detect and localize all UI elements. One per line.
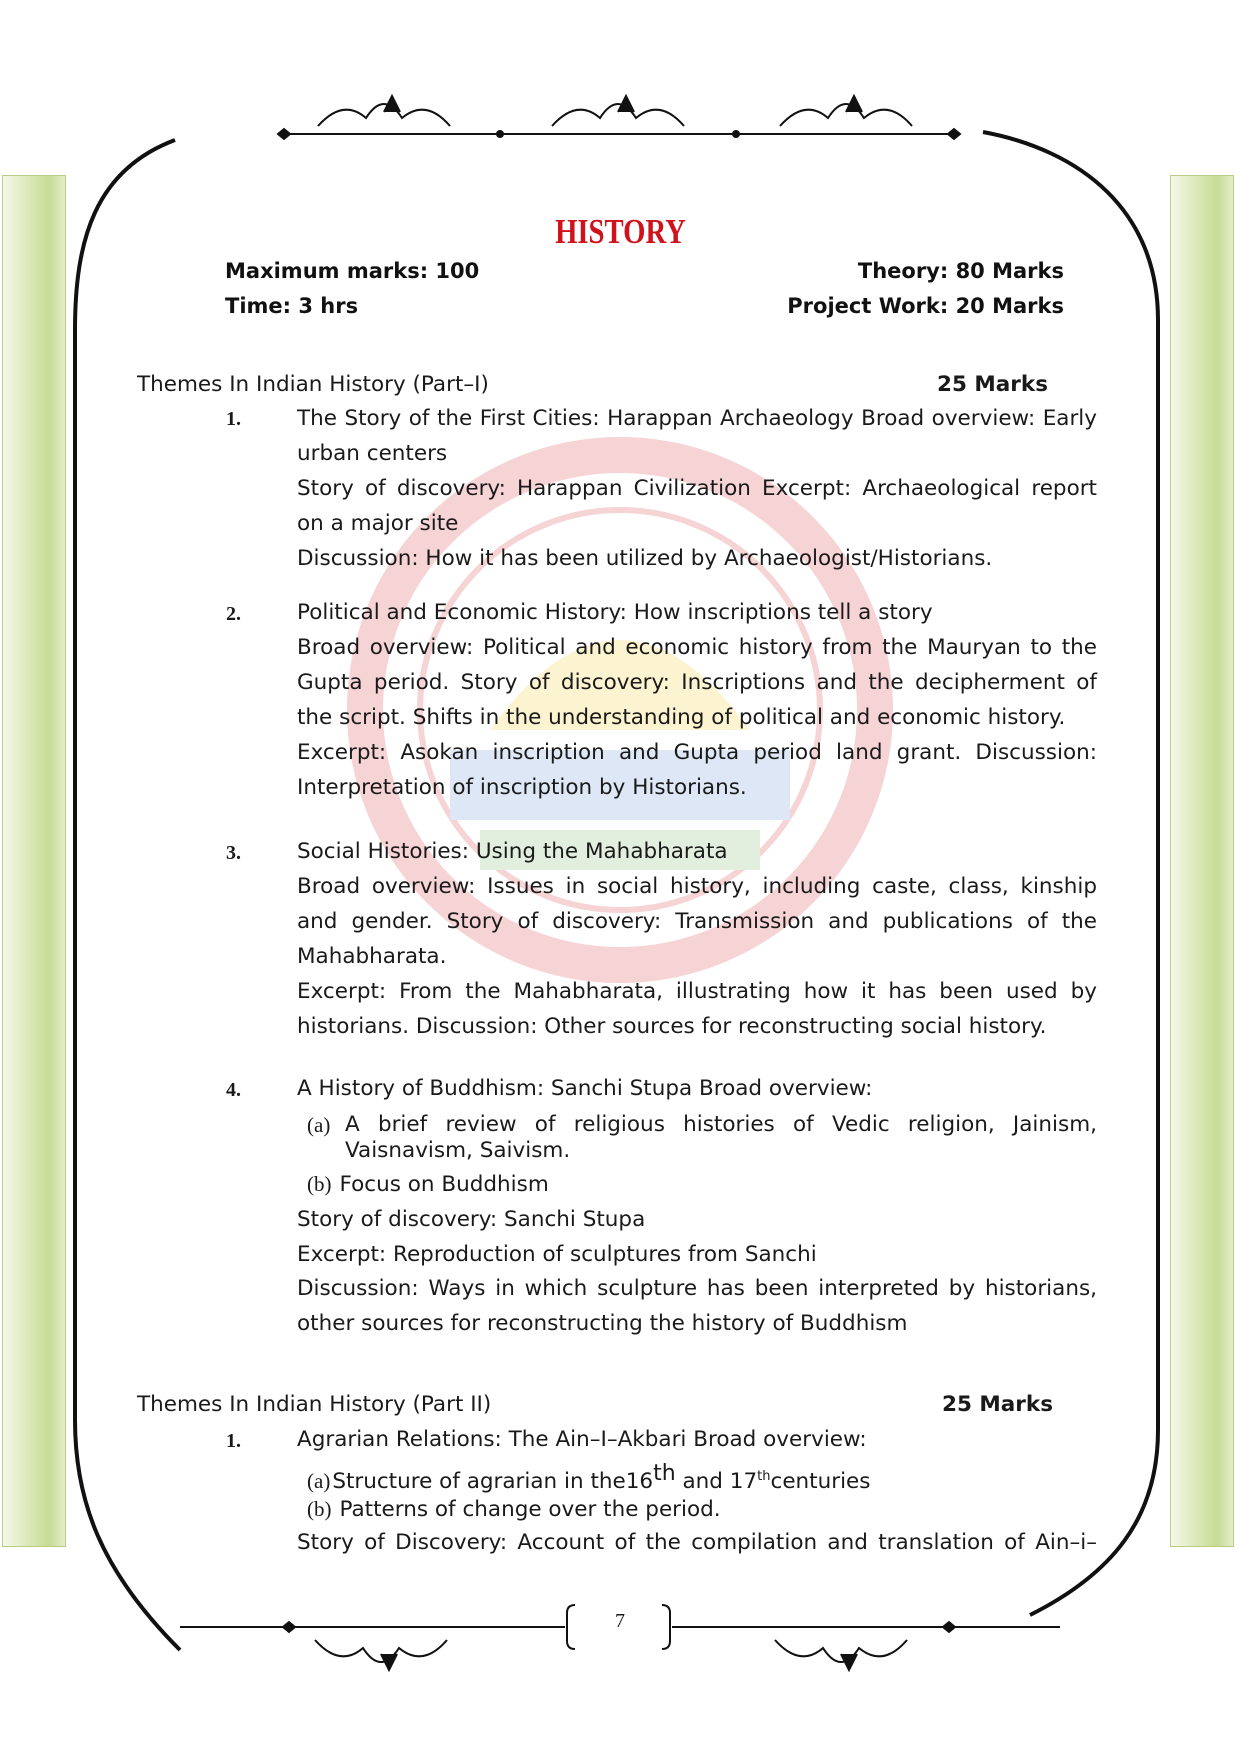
item-number: 4. (226, 1079, 241, 1101)
sub-item-text: Focus on Buddhism (339, 1172, 549, 1197)
sub-item-b (307, 1172, 549, 1197)
project-marks: Project Work: 20 Marks (787, 294, 1064, 318)
sub-item-label: (a) (307, 1469, 331, 1494)
theory-marks: Theory: 80 Marks (857, 259, 1064, 283)
sub-item-b (307, 1497, 721, 1522)
item-number: 1. (226, 408, 241, 430)
item-title: Agrarian Relations: The Ain–I–Akbari Broad overview: (297, 1427, 867, 1452)
part1-heading: Themes In Indian History (Part–I) (137, 372, 489, 397)
sub-item-label: (b) (307, 1172, 332, 1196)
sub-item-label: (b) (307, 1497, 332, 1521)
item-paragraph: Broad overview: Issues in social history, including caste, class, kinship and gender. Story of discovery: Transmission and publications of the Mahabharata. (297, 874, 1097, 969)
item-paragraph: The Story of the First Cities: Harappan Archaeology Broad overview: Early urban centers (297, 406, 1097, 466)
page-number: 7 (615, 1610, 625, 1632)
item-title: A History of Buddhism: Sanchi Stupa Broad overview: (297, 1076, 873, 1101)
part2-marks: 25 Marks (942, 1392, 1054, 1417)
page-title: HISTORY (555, 212, 686, 251)
sub-item-label: (a) (307, 1113, 331, 1137)
sub-item-text: and 17 (675, 1469, 758, 1495)
item-paragraph: Broad overview: Political and economic history from the Mauryan to the Gupta period. Story of discovery: Inscriptions and the decipherment of the script. Shifts in the understanding of political and economic history. (297, 635, 1097, 730)
max-marks: Maximum marks: 100 (225, 259, 480, 283)
item-paragraph: Story of Discovery: Account of the compilation and translation of Ain–i– (297, 1530, 1097, 1555)
sub-item-text: A brief review of religious histories of Vedic religion, Jainism, Vaisnavism, Saivism. (345, 1112, 1097, 1163)
item-title: Political and Economic History: How inscriptions tell a story (297, 600, 933, 625)
sub-item-text: Structure of agrarian in the16 (332, 1469, 654, 1495)
part2-heading: Themes In Indian History (Part II) (137, 1392, 492, 1417)
item-number: 1. (226, 1430, 241, 1452)
item-number: 2. (226, 603, 241, 625)
item-paragraph: Excerpt: Asokan inscription and Gupta period land grant. Discussion: Interpretation of inscription by Historians. (297, 740, 1097, 800)
item-line: Story of discovery: Sanchi Stupa (297, 1207, 646, 1232)
time-allowed: Time: 3 hrs (225, 294, 359, 318)
sub-item-a (307, 1112, 1097, 1164)
top-ornament-icon (278, 96, 960, 139)
item-paragraph: Story of discovery: Harappan Civilization Excerpt: Archaeological report on a major site (297, 476, 1097, 536)
item-number: 3. (226, 842, 241, 864)
item-line: Excerpt: Reproduction of sculptures from Sanchi (297, 1242, 817, 1267)
part1-marks: 25 Marks (937, 372, 1049, 397)
item-paragraph: Discussion: Ways in which sculpture has been interpreted by historians, other sources for reconstructing the history of Buddhism (297, 1276, 1097, 1336)
sub-item-text: centuries (770, 1469, 871, 1495)
sub-item-text: Patterns of change over the period. (339, 1497, 721, 1522)
item-paragraph: Excerpt: From the Mahabharata, illustrating how it has been used by historians. Discussion: Other sources for reconstructing social history. (297, 979, 1097, 1039)
item-paragraph: Discussion: How it has been utilized by Archaeologist/Historians. (297, 546, 993, 571)
item-title: Social Histories: Using the Mahabharata (297, 839, 728, 864)
sub-item-a (307, 1461, 870, 1494)
superscript: th (653, 1461, 676, 1486)
superscript: th (757, 1469, 771, 1484)
